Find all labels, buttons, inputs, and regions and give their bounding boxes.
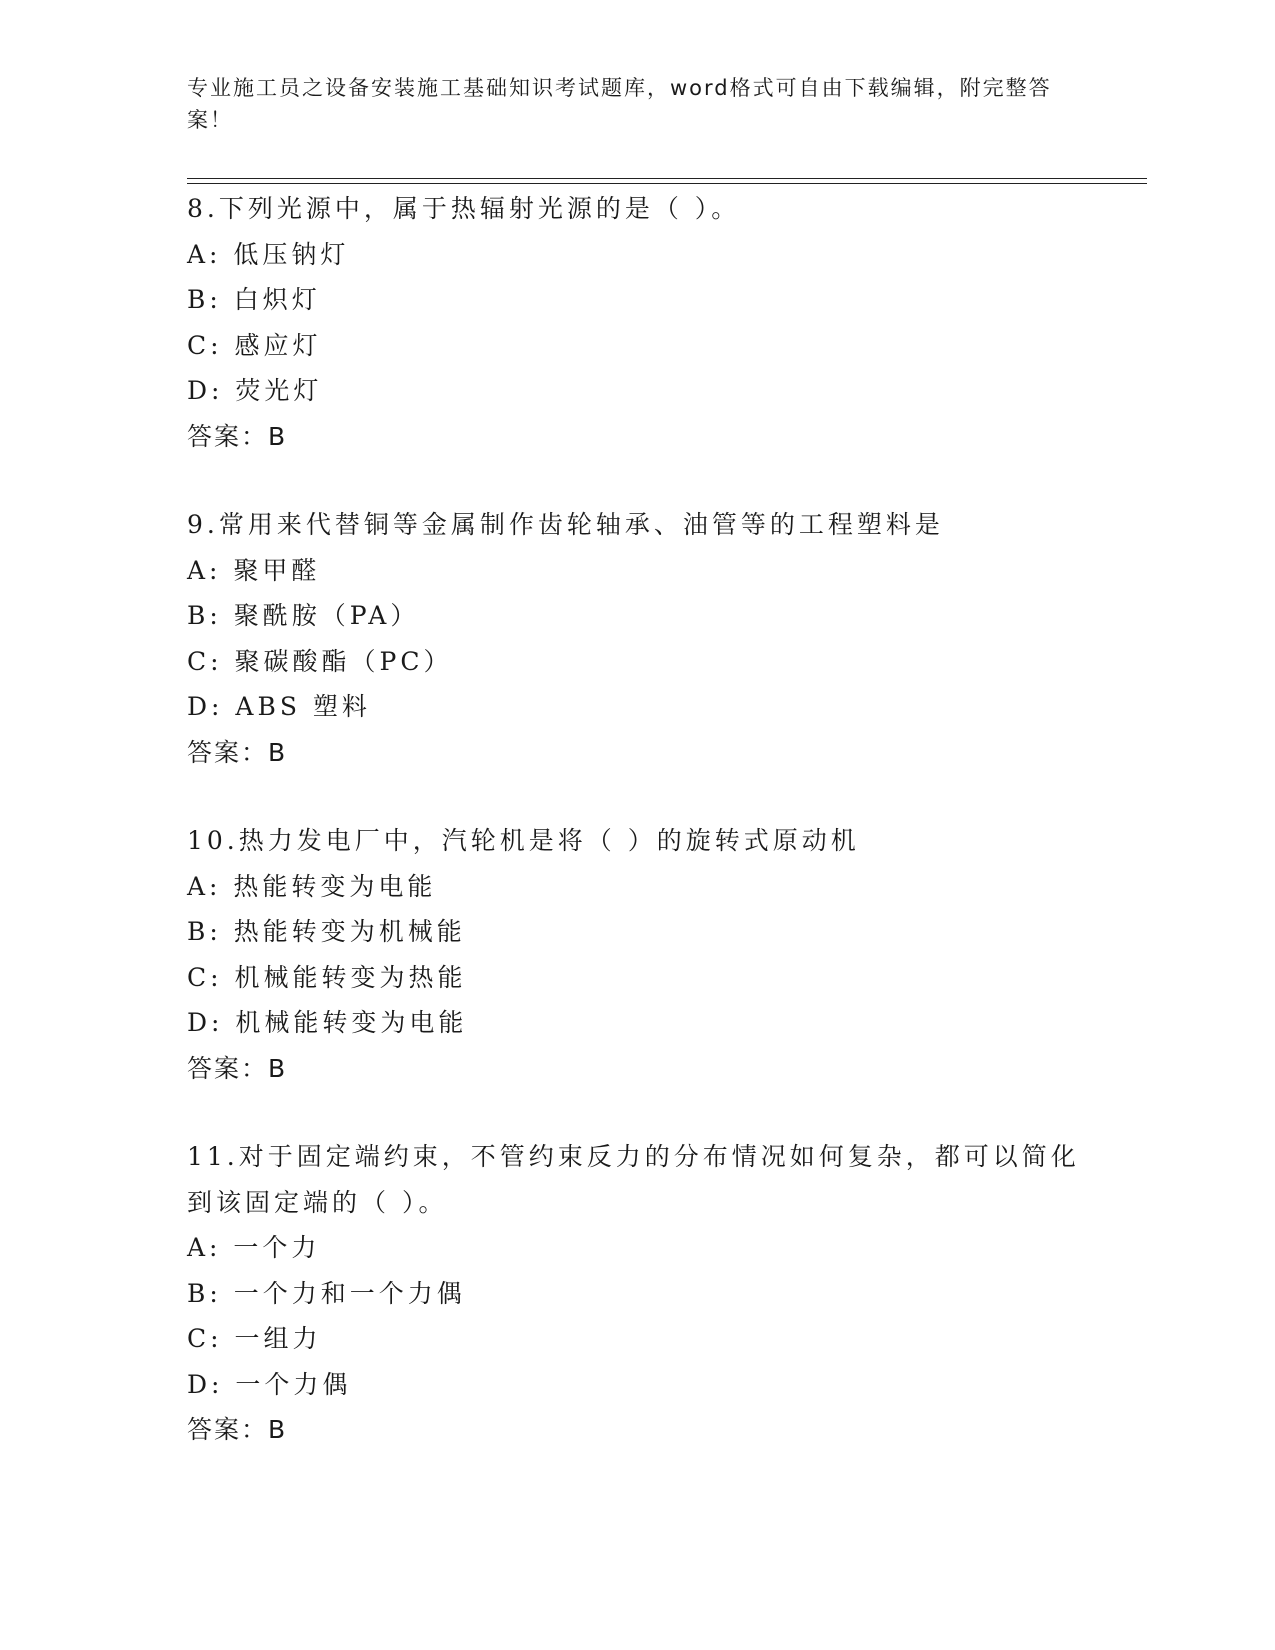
header-divider-top — [187, 178, 1147, 179]
option-b: B: 聚酰胺（PA） — [187, 601, 420, 630]
question-11 — [187, 1134, 1087, 1453]
option-c: C: 机械能转变为热能 — [187, 962, 467, 992]
option-a: A: 一个力 — [187, 1233, 321, 1262]
question-title-line-2: 到该固定端的（ ）。 — [187, 1187, 448, 1217]
option-c: C: 感应灯 — [187, 330, 322, 360]
question-title: 9.常用来代替铜等金属制作齿轮轴承、油管等的工程塑料是 — [187, 510, 944, 539]
option-b: B: 一个力和一个力偶 — [187, 1278, 466, 1308]
option-d: D: ABS 塑料 — [187, 692, 371, 721]
answer-label: 答案：B — [187, 1053, 288, 1083]
option-a: A: 热能转变为电能 — [187, 871, 437, 901]
document-header — [187, 72, 1067, 136]
option-b: B: 白炽灯 — [187, 285, 321, 314]
option-a: A: 聚甲醛 — [187, 555, 321, 585]
answer-label: 答案：B — [187, 421, 288, 451]
answer-label: 答案：B — [187, 737, 288, 767]
option-a: A: 低压钠灯 — [187, 239, 350, 269]
question-10 — [187, 818, 1087, 1091]
header-divider-bottom — [187, 183, 1147, 184]
answer-label: 答案：B — [187, 1415, 288, 1444]
option-b: B: 热能转变为机械能 — [187, 917, 466, 946]
question-title: 8.下列光源中，属于热辐射光源的是（ ）。 — [187, 194, 741, 223]
question-9 — [187, 502, 1087, 775]
question-title: 10.热力发电厂中，汽轮机是将（ ）的旋转式原动机 — [187, 826, 860, 855]
question-list — [187, 186, 1087, 1496]
option-d: D: 一个力偶 — [187, 1369, 352, 1399]
option-c: C: 聚碳酸酯（PC） — [187, 646, 453, 676]
question-8 — [187, 186, 1087, 459]
option-c: C: 一组力 — [187, 1324, 322, 1353]
header-text: 专业施工员之设备安装施工基础知识考试题库，word格式可自由下载编辑，附完整答案！ — [187, 76, 1052, 132]
question-title-line-1: 11.对于固定端约束，不管约束反力的分布情况如何复杂，都可以简化 — [187, 1142, 1080, 1171]
option-d: D: 机械能转变为电能 — [187, 1008, 468, 1037]
option-d: D: 荧光灯 — [187, 376, 323, 405]
